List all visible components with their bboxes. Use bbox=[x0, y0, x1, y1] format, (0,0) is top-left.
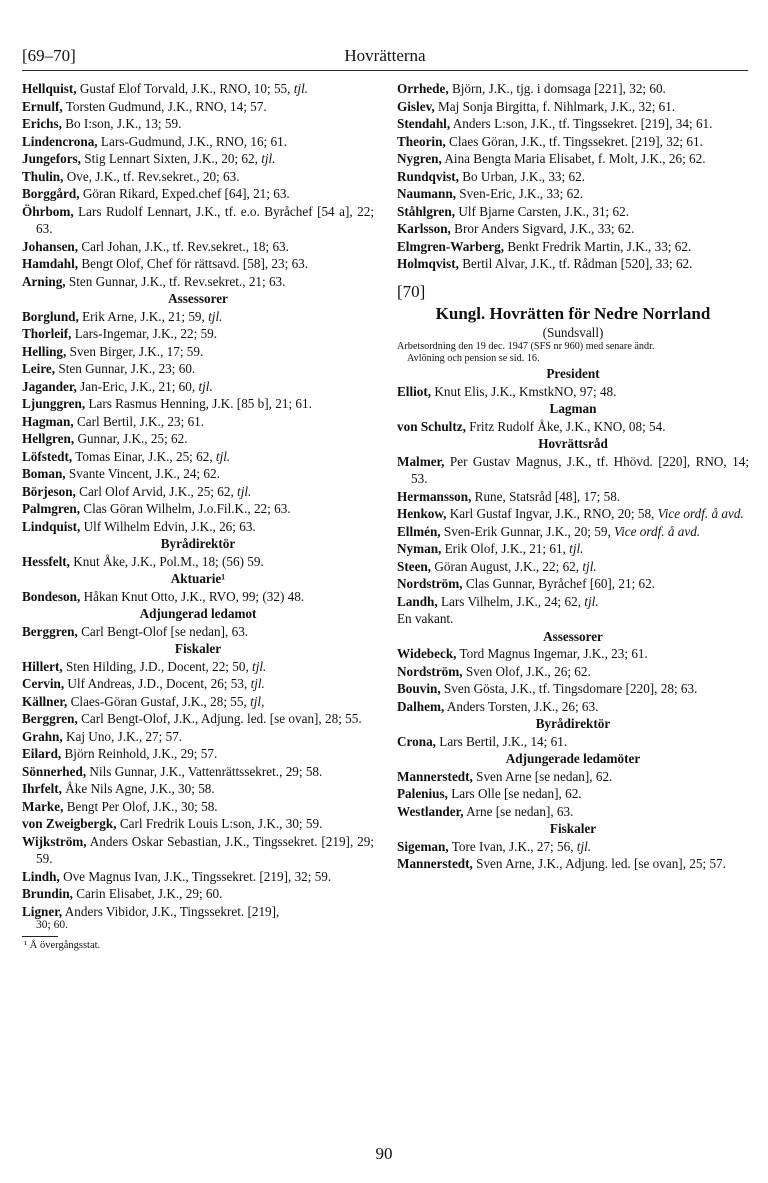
entry-details: Ulf Wilhelm Edvin, J.K., 26; 63. bbox=[80, 518, 256, 534]
entry-name: Ernulf, bbox=[22, 98, 63, 114]
entry-details: Aina Bengta Maria Elisabet, f. Molt, J.K., 26; 62. bbox=[441, 151, 706, 166]
entry-name: Brundin, bbox=[22, 886, 73, 901]
entry-name: Rundqvist, bbox=[397, 168, 459, 184]
list-item bbox=[397, 488, 749, 506]
entry-details: Anders L:son, J.K., tf. Tingssekret. [219], 34; 61. bbox=[450, 116, 713, 131]
entry-details: Håkan Knut Otto, J.K., RVO, 99; (32) 48. bbox=[80, 588, 305, 604]
plain-line: En vakant. bbox=[397, 611, 454, 626]
list-item bbox=[397, 768, 749, 786]
list-item bbox=[397, 505, 749, 523]
list-item bbox=[22, 325, 374, 343]
entry-name: Sigeman, bbox=[397, 838, 449, 854]
entry-details: Björn, J.K., tjg. i domsaga [221], 32; 60. bbox=[448, 81, 666, 96]
running-header bbox=[22, 44, 748, 71]
entry-details: Lars-Gudmund, J.K., RNO, 16; 61. bbox=[97, 133, 287, 149]
court-title: Kungl. Hovrätten för Nedre Norrland bbox=[435, 303, 711, 323]
list-item bbox=[22, 150, 374, 168]
entry-name: Palmgren, bbox=[22, 501, 80, 516]
section-heading: Adjungerad ledamot bbox=[139, 606, 257, 621]
entry-details: Carl Johan, J.K., tf. Rev.sekret., 18; 63. bbox=[78, 238, 289, 254]
entry-note: tjl. bbox=[198, 378, 213, 394]
list-item bbox=[22, 255, 374, 273]
list-item bbox=[22, 815, 374, 833]
entry-details: Tore Ivan, J.K., 27; 56, bbox=[448, 838, 577, 854]
entry-details: Clas Göran Wilhelm, J.o.Fil.K., 22; 63. bbox=[80, 501, 291, 516]
entry-name: Arning, bbox=[22, 273, 66, 289]
list-item bbox=[397, 838, 749, 856]
entry-name: Nyman, bbox=[397, 541, 442, 556]
entry-name: Hamdahl, bbox=[22, 256, 79, 271]
entry-name: Hessfelt, bbox=[22, 553, 70, 569]
list-item bbox=[397, 733, 749, 751]
list-item bbox=[22, 885, 374, 903]
entry-name: Thorleif, bbox=[22, 326, 72, 341]
list-item bbox=[22, 868, 374, 886]
right-column bbox=[397, 80, 749, 873]
list-item bbox=[397, 255, 749, 273]
entry-details: Lars Bertil, J.K., 14; 61. bbox=[435, 733, 568, 749]
entry-name: Steen, bbox=[397, 558, 432, 574]
list-item bbox=[22, 115, 374, 133]
entry-details: Sven-Eric, J.K., 33; 62. bbox=[456, 186, 584, 201]
list-item bbox=[22, 710, 374, 728]
entry-details: Carl Bengt-Olof, J.K., Adjung. led. [se ovan], 28; 55. bbox=[77, 711, 362, 726]
entry-note: tjl, bbox=[250, 693, 265, 709]
entry-name: von Zweigbergk, bbox=[22, 816, 117, 831]
entry-details: Knut Åke, J.K., Pol.M., 18; (56) 59. bbox=[69, 553, 264, 569]
entry-name: Nordström, bbox=[397, 663, 463, 679]
entry-name: Landh, bbox=[397, 593, 438, 609]
entry-details: Per Gustav Magnus, J.K., tf. Hhövd. [220], RNO, 14; 53. bbox=[411, 453, 749, 486]
entry-details: Sten Gunnar, J.K., 23; 60. bbox=[55, 361, 196, 376]
list-item bbox=[22, 203, 374, 238]
entry-details: Åke Nils Agne, J.K., 30; 58. bbox=[61, 781, 215, 796]
entry-details: Göran August, J.K., 22; 62, bbox=[431, 558, 583, 574]
entry-details: Bo Urban, J.K., 33; 62. bbox=[458, 168, 585, 184]
list-item bbox=[22, 745, 374, 763]
entry-name: Lindencrona, bbox=[22, 133, 98, 149]
entry-details: Carl Bertil, J.K., 23; 61. bbox=[73, 413, 205, 429]
entry-details: Tord Magnus Ingemar, J.K., 23; 61. bbox=[456, 646, 648, 661]
entry-details: Knut Elis, J.K., KmstkNO, 97; 48. bbox=[431, 383, 617, 399]
entry-details: Svante Vincent, J.K., 24; 62. bbox=[65, 466, 220, 481]
entry-name: Grahn, bbox=[22, 728, 63, 744]
list-item bbox=[397, 558, 749, 576]
list-item bbox=[397, 185, 749, 203]
entry-note: tjl. bbox=[250, 676, 265, 691]
entry-name: Eilard, bbox=[22, 746, 62, 761]
list-item bbox=[22, 80, 374, 98]
list-item bbox=[397, 523, 749, 541]
entry-name: Ligner, bbox=[22, 903, 63, 919]
entry-name: Mannerstedt, bbox=[397, 856, 473, 871]
entry-name: Westlander, bbox=[397, 803, 464, 819]
entry-note: tjl. bbox=[293, 81, 309, 96]
list-item bbox=[22, 903, 374, 921]
page-title: Hovrätterna bbox=[344, 46, 426, 65]
entry-name: Boman, bbox=[22, 466, 66, 481]
entry-name: Ihrfelt, bbox=[22, 781, 62, 796]
list-item bbox=[22, 798, 374, 816]
list-item bbox=[22, 98, 374, 116]
list-item bbox=[397, 593, 749, 611]
entry-name: Borglund, bbox=[22, 308, 79, 324]
entry-details: Sten Hilding, J.D., Docent, 22; 50, bbox=[62, 658, 253, 674]
entry-note: tjl. bbox=[215, 448, 231, 464]
entry-name: Wijkström, bbox=[22, 833, 87, 849]
list-item bbox=[397, 80, 749, 98]
list-item bbox=[22, 833, 374, 868]
entry-details: Bertil Alvar, J.K., tf. Rådman [520], 33; 62. bbox=[458, 256, 693, 271]
list-item bbox=[397, 453, 749, 488]
list-item bbox=[22, 465, 374, 483]
entry-note: Vice ordf. å avd. bbox=[614, 523, 701, 539]
regulation-note: Arbetsordning den 19 dec. 1947 (SFS nr 960) med senare ändr. bbox=[397, 341, 655, 352]
entry-name: Hellquist, bbox=[22, 81, 77, 96]
entry-name: Holmqvist, bbox=[397, 256, 459, 271]
list-item bbox=[22, 133, 374, 151]
entry-name: Dalhem, bbox=[397, 698, 445, 714]
list-item bbox=[397, 645, 749, 663]
entry-name: Helling, bbox=[22, 343, 67, 359]
entry-name: Karlsson, bbox=[397, 221, 451, 236]
entry-name: Malmer, bbox=[397, 453, 445, 469]
list-item bbox=[397, 383, 749, 401]
list-item bbox=[22, 343, 374, 361]
entry-note: tjl. bbox=[569, 541, 584, 556]
entry-details: Bengt Olof, Chef för rättsavd. [58], 23; 63. bbox=[78, 256, 309, 271]
section-heading: Aktuarie¹ bbox=[170, 571, 226, 586]
entry-details: Anders Vibidor, J.K., Tingssekret. [219], bbox=[62, 903, 280, 919]
list-item bbox=[397, 220, 749, 238]
entry-note: tjl. bbox=[208, 308, 223, 324]
entry-name: Elliot, bbox=[397, 383, 432, 399]
entry-name: Lindquist, bbox=[22, 518, 81, 534]
list-item bbox=[397, 168, 749, 186]
entry-details: Rune, Statsråd [48], 17; 58. bbox=[471, 488, 621, 504]
entry-name: Palenius, bbox=[397, 786, 448, 801]
list-item bbox=[22, 553, 374, 571]
entry-details: Clas Gunnar, Byråchef [60], 21; 62. bbox=[462, 576, 656, 591]
entry-name: Hermansson, bbox=[397, 488, 472, 504]
list-item bbox=[397, 855, 749, 873]
entry-details: Stig Lennart Sixten, J.K., 20; 62, bbox=[80, 151, 262, 166]
court-location: (Sundsvall) bbox=[542, 324, 604, 340]
entry-details: Anders Torsten, J.K., 26; 63. bbox=[444, 698, 599, 714]
section-heading: Byrådirektör bbox=[160, 536, 236, 551]
entry-details: Sven Olof, J.K., 26; 62. bbox=[462, 663, 591, 679]
list-item bbox=[397, 150, 749, 168]
list-item bbox=[22, 238, 374, 256]
list-item bbox=[397, 133, 749, 151]
list-item bbox=[397, 785, 749, 803]
entry-details: Erik Arne, J.K., 21; 59, bbox=[78, 308, 209, 324]
entry-name: Borggård, bbox=[22, 186, 80, 201]
list-item bbox=[397, 680, 749, 698]
list-item bbox=[22, 780, 374, 798]
entry-details: Lars Rudolf Lennart, J.K., tf. e.o. Byråchef [54 a], 22; 63. bbox=[36, 203, 374, 236]
list-item bbox=[22, 360, 374, 378]
entry-name: Widebeck, bbox=[397, 646, 457, 661]
salary-note: Avlöning och pension se sid. 16. bbox=[407, 353, 540, 364]
list-item bbox=[397, 115, 749, 133]
list-item bbox=[22, 500, 374, 518]
entry-details: Ulf Bjarne Carsten, J.K., 31; 62. bbox=[455, 203, 629, 219]
entry-details: Ulf Andreas, J.D., Docent, 26; 53, bbox=[64, 676, 251, 691]
list-item bbox=[22, 308, 374, 326]
entry-details: Claes Göran, J.K., tf. Tingssekret. [219], 32; 61. bbox=[445, 133, 703, 149]
entry-note: Vice ordf. å avd. bbox=[657, 506, 744, 521]
entry-details: Göran Rikard, Exped.chef [64], 21; 63. bbox=[79, 186, 290, 201]
entry-name: Berggren, bbox=[22, 623, 78, 639]
entry-details: Kaj Uno, J.K., 27; 57. bbox=[62, 728, 183, 744]
entry-name: Ljunggren, bbox=[22, 396, 86, 411]
entry-name: Marke, bbox=[22, 798, 64, 814]
entry-name: Börjeson, bbox=[22, 483, 76, 499]
footnote: ¹ Å övergångsstat. bbox=[24, 940, 101, 951]
entry-name: Nygren, bbox=[397, 151, 442, 166]
entry-name: Gislev, bbox=[397, 98, 435, 114]
section-heading: Assessorer bbox=[543, 628, 603, 644]
section-number: [70] bbox=[397, 281, 426, 301]
entry-details: Ove, J.K., tf. Rev.sekret., 20; 63. bbox=[63, 168, 240, 184]
entry-details: Bror Anders Sigvard, J.K., 33; 62. bbox=[450, 221, 635, 236]
list-item bbox=[397, 98, 749, 116]
entry-name: Henkow, bbox=[397, 506, 447, 521]
list-item bbox=[397, 238, 749, 256]
entry-details: Sven Birger, J.K., 17; 59. bbox=[66, 343, 204, 359]
list-item bbox=[22, 448, 374, 466]
entry-name: Cervin, bbox=[22, 676, 65, 691]
entry-note: tjl. bbox=[582, 558, 597, 574]
list-item bbox=[397, 698, 749, 716]
entry-details: Gunnar, J.K., 25; 62. bbox=[74, 431, 188, 446]
entry-name: Bondeson, bbox=[22, 588, 81, 604]
list-item bbox=[22, 430, 374, 448]
entry-note: tjl. bbox=[237, 483, 252, 499]
entry-details: Björn Reinhold, J.K., 29; 57. bbox=[61, 746, 218, 761]
entry-details: Nils Gunnar, J.K., Vattenrättssekret., 29; 58. bbox=[86, 763, 323, 779]
entry-name: Lindh, bbox=[22, 868, 60, 884]
entry-name: Leire, bbox=[22, 361, 56, 376]
entry-details: Lars Rasmus Henning, J.K. [85 b], 21; 61. bbox=[85, 396, 312, 411]
section-heading: President bbox=[546, 366, 600, 381]
entry-name: Bouvin, bbox=[397, 681, 441, 696]
entry-details: Torsten Gudmund, J.K., RNO, 14; 57. bbox=[62, 98, 267, 114]
entry-note: tjl. bbox=[584, 593, 599, 609]
entry-name: Öhrbom, bbox=[22, 203, 74, 219]
entry-name: Jagander, bbox=[22, 378, 77, 394]
entry-note: tjl. bbox=[261, 151, 276, 166]
section-heading: Lagman bbox=[549, 401, 597, 416]
entry-details: Fritz Rudolf Åke, J.K., KNO, 08; 54. bbox=[465, 418, 666, 434]
entry-name: Sönnerhed, bbox=[22, 763, 87, 779]
entry-name: Elmgren-Warberg, bbox=[397, 238, 505, 254]
left-column bbox=[22, 80, 374, 952]
entry-note: tjl. bbox=[576, 838, 592, 854]
list-item bbox=[22, 413, 374, 431]
list-item bbox=[22, 395, 374, 413]
entry-details: Carl Fredrik Louis L:son, J.K., 30; 59. bbox=[116, 816, 323, 831]
entry-details: Erik Olof, J.K., 21; 61, bbox=[441, 541, 570, 556]
entry-name: Erichs, bbox=[22, 116, 62, 131]
entry-details: Sven Gösta, J.K., tf. Tingsdomare [220], 28; 63. bbox=[440, 681, 698, 696]
page-number: 90 bbox=[375, 1144, 393, 1163]
footnote-rule bbox=[22, 936, 58, 937]
entry-name: Ståhlgren, bbox=[397, 203, 456, 219]
entry-details: Sven Arne, J.K., Adjung. led. [se ovan], 25; 57. bbox=[472, 856, 726, 871]
list-item bbox=[22, 185, 374, 203]
list-item bbox=[22, 588, 374, 606]
entry-note: tjl. bbox=[252, 658, 267, 674]
entry-name: Stendahl, bbox=[397, 116, 451, 131]
entry-details: Anders Oskar Sebastian, J.K., Tingssekret. [219], 29; 59. bbox=[36, 833, 374, 866]
entry-name: Källner, bbox=[22, 693, 68, 709]
entry-name: Naumann, bbox=[397, 186, 456, 201]
entry-details: Jan-Eric, J.K., 21; 60, bbox=[76, 378, 199, 394]
list-item bbox=[22, 693, 374, 711]
entry-details: Carl Olof Arvid, J.K., 25; 62, bbox=[75, 483, 238, 499]
list-item bbox=[397, 575, 749, 593]
entry-name: Löfstedt, bbox=[22, 448, 73, 464]
list-item bbox=[22, 763, 374, 781]
continued-line: 30; 60. bbox=[36, 920, 68, 931]
list-item bbox=[22, 658, 374, 676]
entry-name: Nordström, bbox=[397, 576, 463, 591]
entry-details: Sven Arne [se nedan], 62. bbox=[472, 768, 613, 784]
entry-name: Jungefors, bbox=[22, 151, 81, 166]
entry-details: Sten Gunnar, J.K., tf. Rev.sekret., 21; 63. bbox=[65, 273, 286, 289]
list-item bbox=[22, 623, 374, 641]
section-heading: Adjungerade ledamöter bbox=[505, 751, 641, 766]
entry-details: Carin Elisabet, J.K., 29; 60. bbox=[72, 886, 223, 901]
entry-name: Mannerstedt, bbox=[397, 768, 473, 784]
list-item bbox=[22, 483, 374, 501]
list-item bbox=[397, 540, 749, 558]
entry-details: Karl Gustaf Ingvar, J.K., RNO, 20; 58, bbox=[446, 506, 658, 521]
section-heading: Byrådirektör bbox=[535, 716, 611, 731]
entry-details: Bo I:son, J.K., 13; 59. bbox=[61, 116, 182, 131]
section-heading: Fiskaler bbox=[174, 641, 222, 656]
section-range: [69–70] bbox=[22, 46, 76, 65]
list-item bbox=[22, 518, 374, 536]
entry-details: Gustaf Elof Torvald, J.K., RNO, 10; 55, bbox=[76, 81, 294, 96]
entry-details: Lars-Ingemar, J.K., 22; 59. bbox=[71, 326, 218, 341]
entry-details: Sven-Erik Gunnar, J.K., 20; 59, bbox=[440, 523, 615, 539]
entry-name: Theorin, bbox=[397, 133, 446, 149]
entry-name: Orrhede, bbox=[397, 81, 449, 96]
entry-name: Thulin, bbox=[22, 168, 64, 184]
list-item bbox=[397, 803, 749, 821]
entry-details: Benkt Fredrik Martin, J.K., 33; 62. bbox=[504, 238, 692, 254]
entry-name: Johansen, bbox=[22, 238, 79, 254]
list-item bbox=[22, 675, 374, 693]
entry-name: Hellgren, bbox=[22, 431, 75, 446]
entry-details: Lars Olle [se nedan], 62. bbox=[447, 786, 582, 801]
list-item bbox=[22, 168, 374, 186]
list-item bbox=[397, 418, 749, 436]
section-heading: Assessorer bbox=[168, 291, 228, 306]
entry-details: Ove Magnus Ivan, J.K., Tingssekret. [219], 32; 59. bbox=[59, 868, 332, 884]
entry-name: Berggren, bbox=[22, 711, 78, 726]
list-item bbox=[397, 663, 749, 681]
entry-details: Tomas Einar, J.K., 25; 62, bbox=[72, 448, 216, 464]
entry-name: Hagman, bbox=[22, 413, 74, 429]
entry-details: Maj Sonja Birgitta, f. Nihlmark, J.K., 32; 61. bbox=[434, 98, 676, 114]
entry-details: Arne [se nedan], 63. bbox=[463, 803, 574, 819]
list-item bbox=[22, 378, 374, 396]
entry-details: Bengt Per Olof, J.K., 30; 58. bbox=[63, 798, 218, 814]
entry-name: Crona, bbox=[397, 733, 436, 749]
entry-name: Ellmén, bbox=[397, 523, 441, 539]
list-item bbox=[22, 728, 374, 746]
list-item bbox=[397, 203, 749, 221]
section-heading: Fiskaler bbox=[549, 821, 597, 836]
entry-name: Hillert, bbox=[22, 658, 63, 674]
entry-details: Carl Bengt-Olof [se nedan], 63. bbox=[77, 623, 249, 639]
entry-details: Claes-Göran Gustaf, J.K., 28; 55, bbox=[67, 693, 251, 709]
entry-name: von Schultz, bbox=[397, 418, 466, 434]
entry-details: Lars Vilhelm, J.K., 24; 62, bbox=[437, 593, 585, 609]
section-heading: Hovrättsråd bbox=[538, 436, 608, 451]
list-item bbox=[22, 273, 374, 291]
